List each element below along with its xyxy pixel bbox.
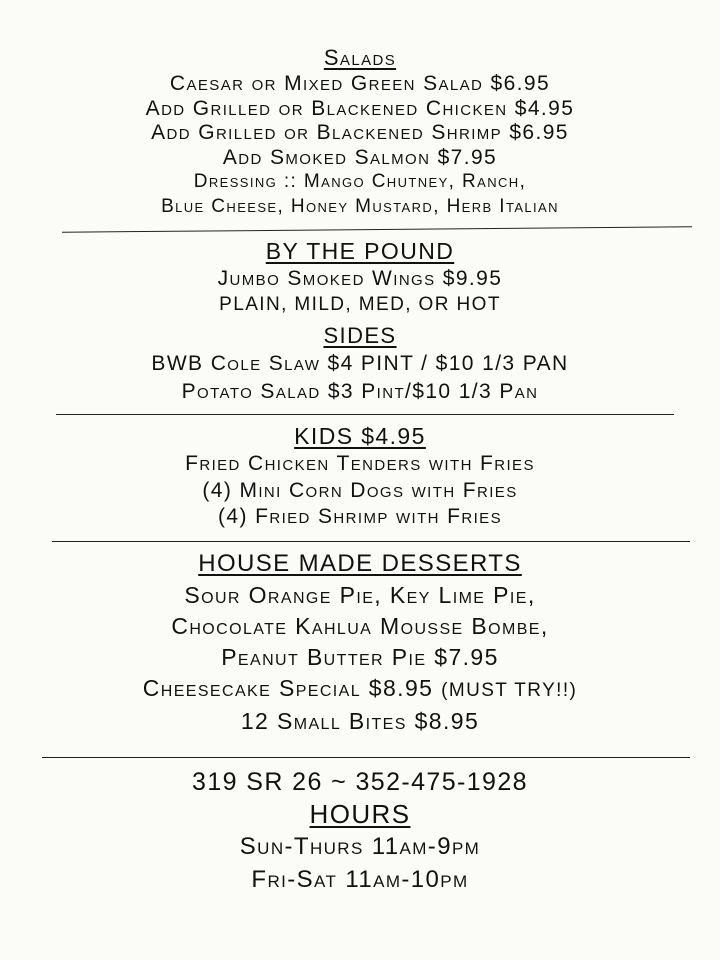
- desserts-heading: HOUSE MADE DESSERTS: [198, 549, 522, 577]
- desserts-peanut-butter-pie: Peanut Butter Pie $7.95: [221, 643, 499, 670]
- desserts-section: [0, 542, 720, 737]
- kids-corn-dogs: (4) Mini Corn Dogs with Fries: [202, 478, 518, 502]
- desserts-mousse: Chocolate Kahlua Mousse Bombe,: [171, 612, 549, 639]
- salads-section: [0, 44, 720, 219]
- cheesecake-note: (MUST TRY!!): [441, 679, 578, 701]
- kids-fried-shrimp: (4) Fried Shrimp with Fries: [218, 505, 502, 528]
- salads-add-chicken: Add Grilled or Blackened Chicken $4.95: [145, 96, 575, 120]
- kids-chicken-tenders: Fried Chicken Tenders with Fries: [185, 452, 535, 475]
- hours-heading: HOURS: [309, 798, 411, 829]
- cheesecake-label: Cheesecake Special $8.95: [142, 674, 434, 701]
- hours-fri-sat: Fri-Sat 11am-10pm: [251, 865, 469, 893]
- by-the-pound-heading: BY THE POUND: [265, 238, 455, 264]
- sides-potato-salad: Potato Salad $3 Pint/$10 1/3 Pan: [181, 380, 539, 403]
- footer-section: [0, 758, 720, 896]
- salads-dressings-line1: Dressing :: Mango Chutney, Ranch,: [193, 171, 527, 192]
- hours-sun-thurs: Sun-Thurs 11am-9pm: [239, 832, 481, 860]
- sides-cole-slaw: BWB Cole Slaw $4 PINT / $10 1/3 PAN: [151, 352, 569, 375]
- salads-heading: Salads: [323, 45, 397, 70]
- salads-item-caesar: Caesar or Mixed Green Salad $6.95: [169, 72, 551, 95]
- salads-add-shrimp: Add Grilled or Blackened Shrimp $6.95: [151, 121, 569, 144]
- desserts-cheesecake: [0, 673, 720, 706]
- by-the-pound-section: [0, 230, 720, 318]
- wings-options: PLAIN, MILD, MED, OR HOT: [219, 294, 501, 315]
- desserts-pies: Sour Orange Pie, Key Lime Pie,: [184, 581, 536, 608]
- address-phone: 319 SR 26 ~ 352-475-1928: [192, 767, 528, 796]
- desserts-small-bites: 12 Small Bites $8.95: [240, 707, 480, 734]
- kids-heading: KIDS $4.95: [294, 423, 426, 449]
- salads-add-salmon: Add Smoked Salmon $7.95: [222, 145, 498, 169]
- wings-item: Jumbo Smoked Wings $9.95: [217, 267, 503, 290]
- kids-section: [0, 415, 720, 531]
- sides-heading: SIDES: [323, 323, 397, 348]
- sides-section: [0, 318, 720, 406]
- salads-dressings-line2: Blue Cheese, Honey Mustard, Herb Italian: [161, 195, 559, 217]
